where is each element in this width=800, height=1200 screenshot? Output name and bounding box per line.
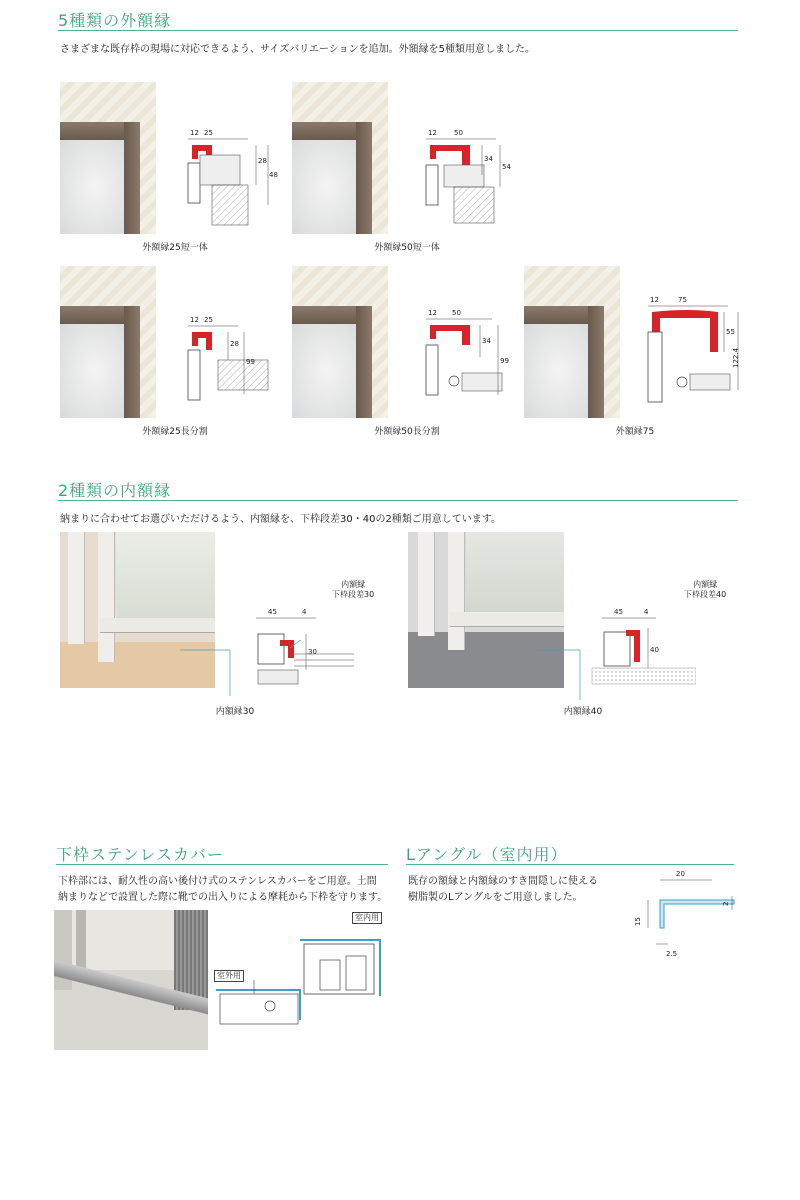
section-description: 下枠部には、耐久性の高い後付け式のステンレスカバーをご用意。土間	[58, 876, 377, 887]
section-description: 樹脂製のLアングルをご用意しました。	[408, 892, 583, 903]
caption-outer-25-long: 外額縁25長分割	[142, 427, 208, 437]
dim-label: 75	[678, 296, 687, 304]
dim-label: 15	[634, 917, 642, 926]
dim-label: 12	[190, 316, 199, 324]
caption-outer-75: 外額縁75	[615, 427, 655, 437]
dim-label: 99	[500, 357, 509, 365]
dim-label: 2	[722, 901, 730, 906]
dim-label: 45	[614, 608, 623, 616]
dim-label: 2.5	[666, 950, 678, 958]
caption-outer-50-short: 外額縁50短一体	[374, 243, 440, 253]
section-description: 納まりなどで設置した際に靴での出入りによる摩耗から下枠を守ります。	[58, 892, 388, 903]
dim-label: 54	[502, 163, 511, 171]
dim-label: 4	[644, 608, 649, 616]
dim-label: 12	[428, 309, 437, 317]
dim-label: 25	[204, 316, 213, 324]
product-photo-outer-75	[524, 266, 620, 418]
callout-label: 内額縁	[693, 580, 718, 589]
callout-label: 下枠段差40	[684, 590, 727, 599]
caption-outer-50-long: 外額縁50長分割	[374, 427, 440, 437]
callout-inner-40	[684, 580, 726, 600]
callout-label: 内額縁	[341, 580, 366, 589]
label-outdoor: 室外用	[214, 970, 244, 982]
dim-label: 34	[484, 155, 493, 163]
caption-inner-40: 内額縁40	[563, 707, 603, 717]
section-description: 納まりに合わせてお選びいただけるよう、内額縁を、下枠段差30・40の2種類ご用意しています。	[60, 514, 502, 525]
dim-label: 28	[258, 157, 267, 165]
dim-label: 20	[676, 870, 685, 878]
dim-label: 50	[452, 309, 461, 317]
cross-section-diagram-outer-50-short	[404, 125, 514, 235]
section-description: さまざまな既存枠の現場に対応できるよう、サイズバリエーションを追加。外額縁を5種類用意しました。	[60, 44, 535, 55]
section-title-l-angle: Lアングル（室内用）	[406, 845, 568, 864]
dim-label: 40	[650, 646, 659, 654]
leader-line	[170, 640, 370, 710]
dim-label: 28	[230, 340, 239, 348]
cross-section-diagram-outer-75	[628, 292, 748, 417]
dim-label: 48	[269, 171, 278, 179]
dim-label: 34	[482, 337, 491, 345]
section-title-stainless-cover: 下枠ステンレスカバー	[56, 845, 225, 864]
cross-section-diagram-outer-50-long	[404, 305, 514, 410]
cross-section-diagram-l-angle	[620, 866, 740, 966]
dim-label: 30	[308, 648, 317, 656]
dim-label: 55	[726, 328, 735, 336]
section-divider	[58, 30, 738, 31]
section-divider	[58, 500, 738, 501]
product-photo-stainless-cover	[54, 910, 208, 1050]
dim-label: 99	[246, 358, 255, 366]
section-divider	[56, 864, 388, 865]
dim-label: 50	[454, 129, 463, 137]
dim-label: 12	[190, 129, 199, 137]
section-divider	[406, 864, 734, 865]
callout-inner-30	[332, 580, 374, 600]
product-photo-outer-25-short	[60, 82, 156, 234]
callout-label: 下枠段差30	[332, 590, 375, 599]
label-indoor: 室内用	[352, 912, 382, 924]
product-photo-outer-25-long	[60, 266, 156, 418]
section-description: 既存の額縁と内額縁のすき間隠しに使える	[408, 876, 598, 887]
dim-label: 12	[650, 296, 659, 304]
section-title-outer-frames: 5種類の外額縁	[58, 11, 172, 30]
product-photo-outer-50-short	[292, 82, 388, 234]
dim-label: 12	[428, 129, 437, 137]
product-photo-outer-50-long	[292, 266, 388, 418]
cross-section-diagram-outer-25-long	[168, 312, 278, 412]
cross-section-diagram-outer-25-short	[168, 125, 278, 235]
caption-inner-30: 内額縁30	[215, 707, 255, 717]
section-title-inner-frames: 2種類の内額縁	[58, 481, 172, 500]
caption-outer-25-short: 外額縁25短一体	[142, 243, 208, 253]
dim-label: 4	[302, 608, 307, 616]
dim-label: 25	[204, 129, 213, 137]
dim-label: 45	[268, 608, 277, 616]
dim-label: 122.4	[732, 347, 740, 368]
